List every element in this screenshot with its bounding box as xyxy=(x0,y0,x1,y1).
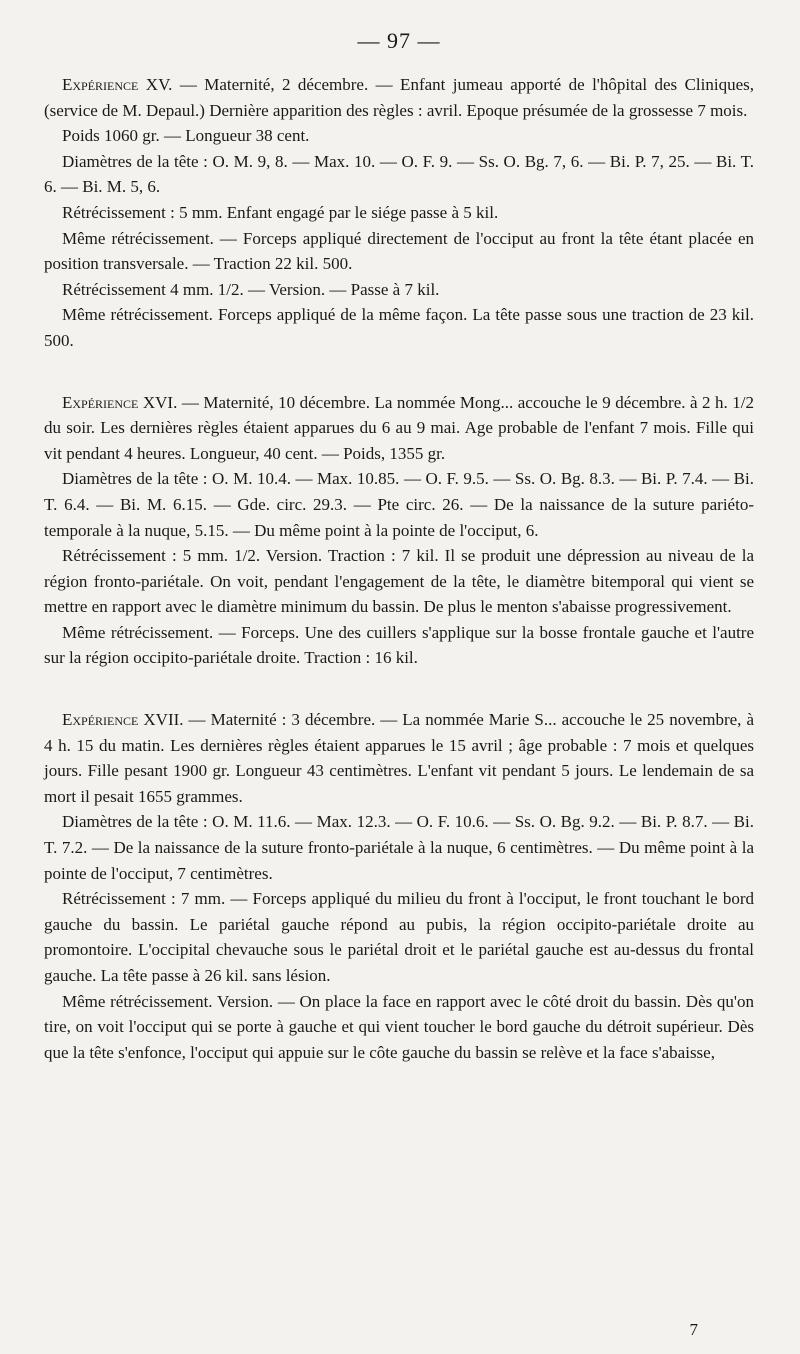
paragraph: Diamètres de la tête : O. M. 10.4. — Max. 10.85. — O. F. 9.5. — Ss. O. Bg. 8.3. — Bi. P. 7.4. — Bi. T. 6.4. — Bi. M. 6.15. — Gde. circ. 29.3. — Pte circ. 26. — De la naissance de la suture pariéto-temporale à la nuque, 5.15. — Du même point à la pointe de l'occiput, 6. xyxy=(44,469,754,540)
page-number: — 97 — xyxy=(357,28,441,53)
paragraph: Même rétrécissement. Version. — On place la face en rapport avec le côté droit du bassin. Dès qu'on tire, on voit l'occiput qui se porte à gauche et qui vient toucher le bord gauche du détroit supérieur. Dès que la tête s'enfonce, l'occiput qui appuie sur le côte gauche du bassin se relève et la face s'abaisse, xyxy=(44,991,754,1062)
paragraph: Rétrécissement : 5 mm. Enfant engagé par le siége passe à 5 kil. xyxy=(62,202,499,222)
experience-title: Expérience XVI. xyxy=(62,392,178,412)
paragraph-text: — Maternité, 10 décembre. La nommée Mong... accouche le 9 décembre. à 2 h. 1/2 du soir. Les dernières règles étaient apparues du 6 au 9 mai. Age probable de l'enfant 7 mois. Fille qui vit pendant 4 heures. Longueur, 40 cent. — Poids, 1355 gr. xyxy=(44,392,754,463)
paragraph xyxy=(44,707,754,809)
paragraph: Même rétrécissement. — Forceps appliqué directement de l'occiput au front la tête étant placée en position transversale. — Traction 22 kil. 500. xyxy=(44,228,754,274)
experience-title: Expérience XVII. xyxy=(62,710,184,730)
experience-section xyxy=(44,72,754,354)
paragraph: Poids 1060 gr. — Longueur 38 cent. xyxy=(62,126,310,146)
paragraph xyxy=(44,72,754,123)
experience-section xyxy=(44,707,754,1065)
paragraph: Rétrécissement : 7 mm. — Forceps appliqué du milieu du front à l'occiput, le front touchant le bord gauche du bassin. Le pariétal gauche répond au pubis, la région occipito-pariétale droite au promontoire. L'occipital chevauche sous le pariétal droit et le pariétal gauche est au-dessus du frontal gauche. La tête passe à 26 kil. sans lésion. xyxy=(44,889,754,985)
paragraph-text: — Maternité : 3 décembre. — La nommée Marie S... accouche le 25 novembre, à 4 h. 15 du matin. Les dernières règles étaient apparues le 15 avril ; âge probable : 7 mois et quelques jours. Fille pesant 1900 gr. Longueur 43 centimètres. L'enfant vit pendant 5 jours. Le lendemain de sa mort il pesait 1655 grammes. xyxy=(44,710,754,806)
paragraph-text: — Maternité, 2 décembre. — Enfant jumeau apporté de l'hôpital des Cliniques, (service de M. Depaul.) Dernière apparition des règles : avril. Epoque présumée de la grossesse 7 mois. xyxy=(44,75,754,120)
paragraph: Diamètres de la tête : O. M. 11.6. — Max. 12.3. — O. F. 10.6. — Ss. O. Bg. 9.2. — Bi. P. 8.7. — Bi. T. 7.2. — De la naissance de la suture fronto-pariétale à la nuque, 6 centimètres. — Du même point à la pointe de l'occiput, 7 centimètres. xyxy=(44,812,754,883)
paragraph xyxy=(44,390,754,467)
paragraph: Rétrécissement : 5 mm. 1/2. Version. Traction : 7 kil. Il se produit une dépression au niveau de la région fronto-pariétale. On voit, pendant l'engagement de la tête, le diamètre bitemporal qui vient se mettre en rapport avec le diamètre minimum du bassin. De plus le menton s'abaisse progressivement. xyxy=(44,546,754,617)
paragraph: Même rétrécissement. Forceps appliqué de la même façon. La tête passe sous une traction de 23 kil. 500. xyxy=(44,305,754,350)
paragraph: Rétrécissement 4 mm. 1/2. — Version. — Passe à 7 kil. xyxy=(62,279,440,299)
printer-signature: 7 xyxy=(689,1320,698,1339)
experience-title: Expérience XV. xyxy=(62,75,173,94)
paragraph: Diamètres de la tête : O. M. 9, 8. — Max. 10. — O. F. 9. — Ss. O. Bg. 7, 6. — Bi. P. 7, 25. — Bi. T. 6. — Bi. M. 5, 6. xyxy=(44,151,754,197)
experience-section xyxy=(44,390,754,672)
paragraph: Même rétrécissement. — Forceps. Une des cuillers s'applique sur la bosse frontale gauche et l'autre sur la région occipito-pariétale droite. Traction : 16 kil. xyxy=(44,622,754,668)
